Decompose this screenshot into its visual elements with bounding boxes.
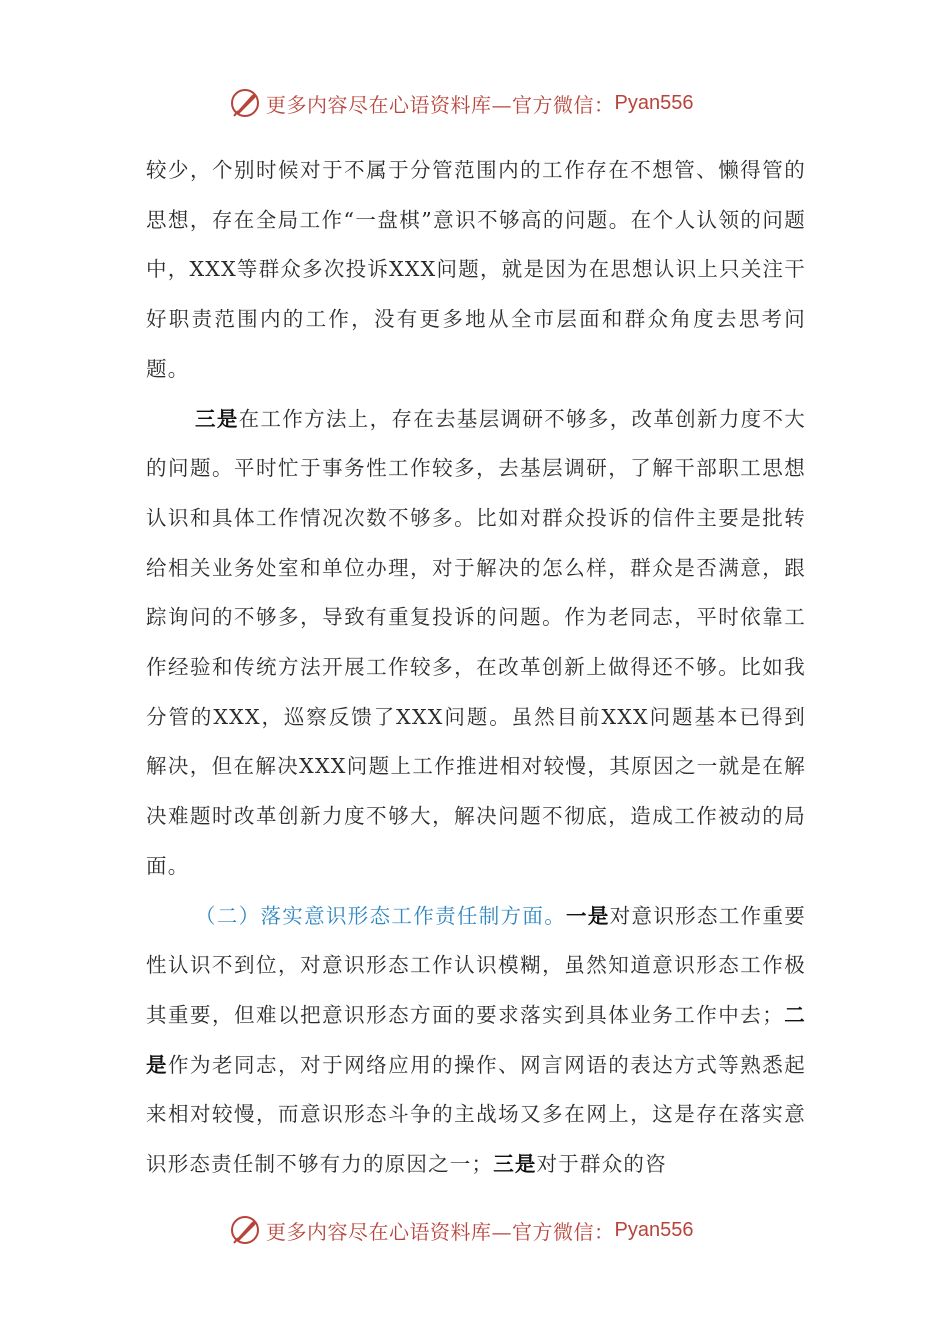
paragraph-2-text: 在工作方法上，存在去基层调研不够多，改革创新力度不大的问题。平时忙于事务性工作较多，去基层调研，了解干部职工思想认识和具体工作情况次数不够多。比如对群众投诉的信件主要是批转给相关业务处室和单位办理，对于解决的怎么样，群众是否满意，跟踪询问的不够多，导致有重复投诉的问题。作为老同志，平时依靠工作经验和传统方法开展工作较多，在改革创新上做得还不够。比如我分管的XXX，巡察反馈了XXX问题。虽然目前XXX问题基本已得到解决，但在解决XXX问题上工作推进相对较慢，其原因之一就是在解决难题时改革创新力度不够大，解决问题不彻底，造成工作被动的局面。 (146, 406, 806, 878)
document-body (146, 146, 806, 1190)
paragraph-1 (146, 146, 806, 395)
watermark-banner-bottom (228, 1210, 748, 1250)
quill-pen-logo-icon (228, 86, 262, 120)
watermark-site-text: 更多内容尽在心语资料库—官方微信： (266, 92, 615, 117)
paragraph-1-text: 较少，个别时候对于不属于分管范围内的工作存在不想管、懒得管的思想，存在全局工作“一盘棋”意识不够高的问题。在个人认领的问题中，XXX等群众多次投诉XXX问题，就是因为在思想认识上只关注干好职责范围内的工作，没有更多地从全市层面和群众角度去思考问题。 (146, 158, 806, 381)
paragraph-3-text-1: 对意识形态工作重要性认识不到位，对意识形态工作认识模糊，虽然知道意识形态工作极其重要，但难以把意识形态方面的要求落实到具体业务工作中去； (146, 903, 806, 1027)
paragraph-3-lead-3: 三是 (493, 1152, 537, 1177)
paragraph-2-lead: 三是 (195, 406, 239, 431)
watermark-site-text: 更多内容尽在心语资料库—官方微信： (266, 1219, 615, 1244)
paragraph-3-lead-1: 一是 (566, 903, 610, 928)
watermark-banner-top (228, 83, 748, 123)
paragraph-3-lead-2: 二是 (146, 1002, 806, 1077)
quill-pen-logo-icon (228, 1213, 262, 1247)
section-heading: （二）落实意识形态工作责任制方面。 (195, 903, 567, 928)
paragraph-3-text-2: 作为老同志，对于网络应用的操作、网言网语的表达方式等熟悉起来相对较慢，而意识形态斗争的主战场又多在网上，这是存在落实意识形态责任制不够有力的原因之一； (146, 1052, 806, 1177)
paragraph-2 (146, 395, 806, 892)
watermark-wechat-id: Pyan556 (614, 1218, 694, 1241)
paragraph-3-text-3: 对于群众的咨 (536, 1152, 667, 1177)
paragraph-3 (146, 892, 806, 1190)
watermark-wechat-id: Pyan556 (614, 91, 694, 114)
